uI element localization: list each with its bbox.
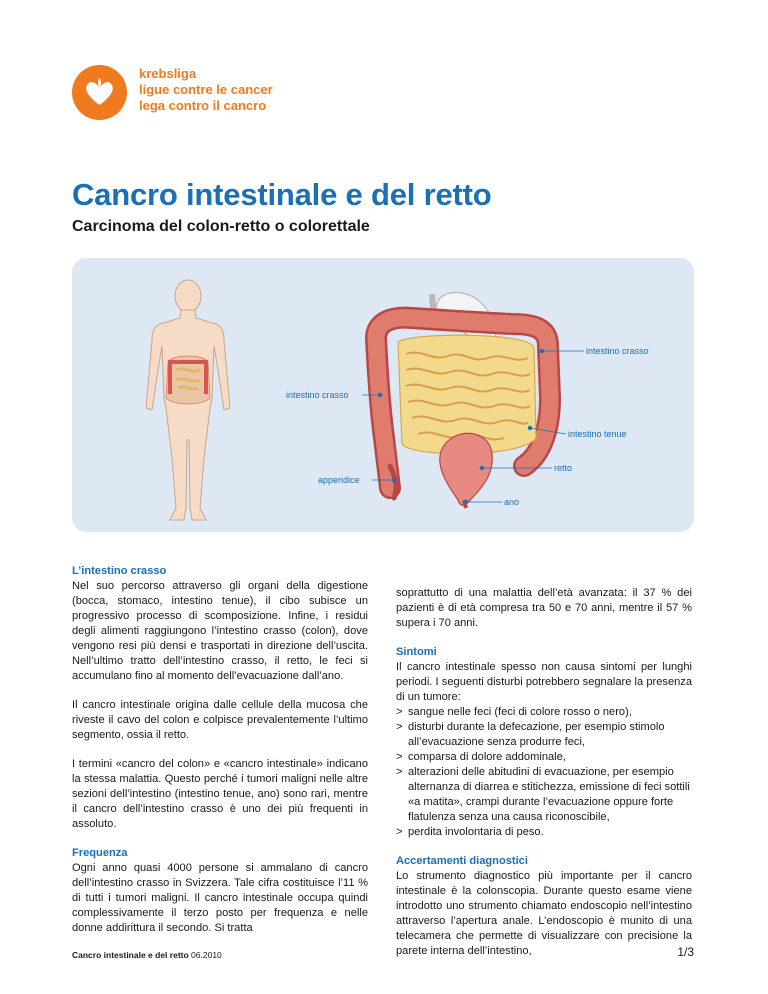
list-item: > disturbi durante la defecazione, per esempio stimolo all’evacuazione senza produrre feci, <box>396 720 692 750</box>
left-column <box>72 564 368 950</box>
paragraph: Lo strumento diagnostico più importante per il cancro intestinale è la colonscopia. Durante questo esame viene introdotto uno strumento chiamato endoscopio nell’intestino attraverso l’apertura anale. L’endoscopio è munito di una telecamera che permette di visualizzare con precisione la parete interna dell’intestino, <box>396 870 692 957</box>
label-colon-right: intestino crasso <box>586 346 649 356</box>
list-item: > comparsa di dolore addominale, <box>396 750 692 765</box>
footer-doc-title: Cancro intestinale e del retto <box>72 950 189 960</box>
label-rectum: retto <box>554 463 573 473</box>
list-item: > alterazioni delle abitudini di evacuazione, per esempio alternanza di diarrea e stitichezza, emissione di feci sottili «a matita», crampi durante l’evacuazione oppure forte flatulenza senza una causa riconoscibile, <box>396 765 692 825</box>
label-small-intestine: intestino tenue <box>568 429 627 439</box>
rectum-icon <box>440 433 492 505</box>
list-item: > perdita involontaria di peso. <box>396 825 692 840</box>
paragraph: soprattutto di una malattia dell’età avanzata: il 37 % dei pazienti è di età compresa tra 50 e 70 anni, mentre il 57 % supera i 70 anni. <box>396 587 692 629</box>
paragraph: Nel suo percorso attraverso gli organi della digestione (bocca, stomaco, intestino tenue), il cibo subisce un progressivo processo di scomposizione. Infine, i residui degli alimenti raggiungono l’intestino crasso (colon), dove vengono resi più densi e trasportati in direzione dell’uscita. Nell’ultimo tratto dell’intestino crasso, il retto, le feci si accumulano fino al momento dell’evacuazione dall’ano. <box>72 580 368 682</box>
logo-line-3: lega contro il cancro <box>139 98 267 113</box>
logo-line-1: krebsliga <box>139 66 197 81</box>
logo-line-2: ligue contre le cancer <box>139 82 273 97</box>
page-number: 1/3 <box>677 945 694 959</box>
paragraph: I termini «cancro del colon» e «cancro intestinale» indicano la stessa malattia. Questo perché i tumori maligni nelle altre sezioni dell’intestino (intestino tenue, ano) sono rari, mentre il cancro dell’intestino crasso è uno dei più frequenti in assoluto. <box>72 758 368 830</box>
label-colon-left: intestino crasso <box>286 390 349 400</box>
label-appendix: appendice <box>318 475 360 485</box>
krebsliga-logo-icon <box>72 65 127 120</box>
section-heading-large-intestine: L’intestino crasso <box>72 565 167 577</box>
anatomy-illustration <box>72 258 694 532</box>
footer-doc-info <box>72 950 222 960</box>
section-heading-diagnostics: Accertamenti diagnostici <box>396 855 528 867</box>
logo-wordmark <box>139 66 273 114</box>
symptom-list <box>396 705 692 840</box>
right-column <box>396 586 692 973</box>
paragraph: Ogni anno quasi 4000 persone si ammalano di cancro dell’intestino crasso in Svizzera. Tale cifra costituisce l’11 % di tutti i tumori maligni. Il cancro intestinale occupa quindi complessivamente il terzo posto per frequenza e nelle donne addirittura il secondo. Si tratta <box>72 862 368 934</box>
section-heading-frequency: Frequenza <box>72 847 128 859</box>
footer-date: 06.2010 <box>191 950 222 960</box>
paragraph: Il cancro intestinale origina dalle cellule della mucosa che riveste il cavo del colon e colpisce prevalentemente l’ultimo segmento, ossia il retto. <box>72 699 368 741</box>
section-heading-symptoms: Sintomi <box>396 646 437 658</box>
list-item: > sangue nelle feci (feci di colore rosso o nero), <box>396 705 692 720</box>
paragraph: Il cancro intestinale spesso non causa sintomi per lunghi periodi. I seguenti disturbi potrebbero segnalare la presenza di un tumore: <box>396 661 692 703</box>
page-title: Cancro intestinale e del retto <box>72 177 492 212</box>
page-subtitle: Carcinoma del colon-retto o colorettale <box>72 218 370 235</box>
label-anus: ano <box>504 497 520 507</box>
